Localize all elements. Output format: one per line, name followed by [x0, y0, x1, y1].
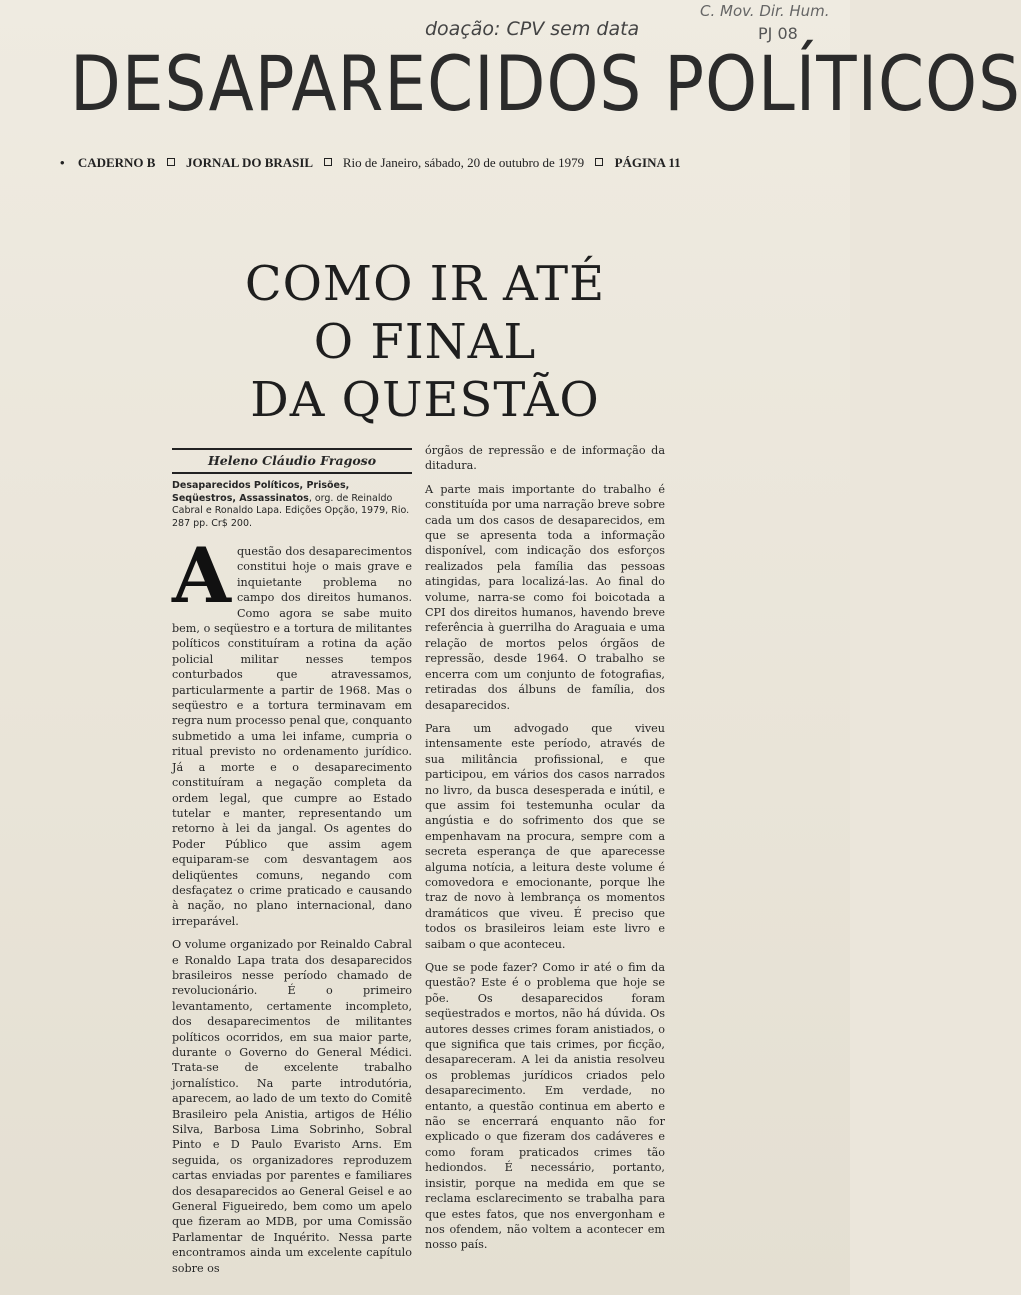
article-headline	[200, 255, 650, 429]
book-details: , org. de Reinaldo Cabral e Ronaldo Lapa. Edições Opção, 1979, Rio. 287 pp. Cr$ 200.	[172, 492, 410, 529]
paragraph	[172, 531, 412, 929]
paragraph: A parte mais importante do trabalho é constituída por uma narração breve sobre cada um dos casos de desaparecidos, em que se apresenta toda a informação disponível, com indicação dos esforços realizados pela família das pessoas atingidas, para localizá-las. Ao final do volume, narra-se como foi boicotada a CPI dos direitos humanos, havendo breve referência à guerrilha do Araguaia e uma relação de mortos pelos órgãos de repressão, desde 1964. O trabalho se encerra com um conjunto de fotografias, retiradas dos álbuns de família, dos desaparecidos.	[425, 482, 665, 712]
byline: Heleno Cláudio Fragoso	[207, 453, 377, 468]
bullet-icon: •	[60, 155, 65, 170]
handwritten-source-note: doação: CPV sem data	[425, 18, 640, 40]
article-column-1	[172, 448, 412, 1284]
paragraph: Que se pode fazer? Como ir até o fim da questão? Este é o problema que hoje se põe. Os desaparecidos foram seqüestrados e mortos, não há dúvida. Os autores desses crimes foram anistiados, o que significa que tais crimes, por ficção, desapareceram. A lei da anistia resolveu os problemas jurídicos criados pelo desaparecimento. Em verdade, no entanto, a questão continua em aberto e não se encerrará enquanto não for explicado o que fizeram dos cadáveres e como foram praticados crimes tão hediondos. É necessário, portanto, insistir, porque na medida em que se reclama esclarecimento se trabalha para que estes fatos, que nos envergonham e nos ofendem, não voltem a acontecer em nosso país.	[425, 961, 665, 1252]
paragraph-text: questão dos desaparecimentos constitui hoje o mais grave e inquietante problema no campo dos direitos humanos. Como agora se sabe muito bem, o seqüestro e a tortura de militantes políticos constituíram a rotina da ação policial militar nesses tempos conturbados que atravessamos, particularmente a partir de 1968. Mas o seqüestro e a tortura terminavam em regra num processo penal que, conquanto submetido a uma lei infame, cumpria o ritual previsto no ordenamento jurídico. Já a morte e o desaparecimento constituíram a negação completa da ordem legal, que cumpre ao Estado tutelar e manter, representando um retorno à lei da jangal. Os agentes do Poder Público que assim agem equiparam-se com desvantagem aos deliqüentes comuns, negando com desfaçatez o crime praticado e causando à nação, no plano internacional, dano irreparável.	[172, 545, 412, 928]
square-separator-icon	[167, 158, 175, 166]
headline-line-1: COMO IR ATÉ	[244, 256, 606, 312]
handwritten-title: DESAPARECIDOS POLÍTICOS	[70, 40, 1021, 129]
masthead	[60, 155, 760, 171]
square-separator-icon	[324, 158, 332, 166]
headline-line-2: O FINAL	[313, 314, 537, 370]
article-column-2	[425, 443, 665, 1261]
masthead-paper: JORNAL DO BRASIL	[185, 155, 313, 170]
masthead-section: CADERNO B	[77, 155, 156, 170]
divider	[172, 448, 412, 450]
handwritten-code-note: PJ 08	[758, 24, 798, 43]
square-separator-icon	[595, 158, 603, 166]
masthead-page: PÁGINA 11	[614, 155, 681, 170]
paragraph: órgãos de repressão e de informação da ditadura.	[425, 444, 665, 473]
drop-cap: A	[172, 531, 231, 620]
paragraph: Para um advogado que viveu intensamente este período, através de sua militância profissional, e que participou, em vários dos casos narrados no livro, da busca desesperada e inútil, e que assim foi testemunha ocular da angústia e do sofrimento dos que se empenhavam na procura, sempre com a secreta esperança de que aparecesse alguma notícia, a leitura deste volume é comovedora e emocionante, porque lhe traz de novo à lembrança os momentos dramáticos que viveu. É preciso que todos os brasileiros leiam este livro e saibam o que aconteceu.	[425, 721, 665, 951]
book-title: Desaparecidos Políticos, Prisões, Seqüestros, Assassinatos	[172, 480, 350, 504]
headline-line-3: DA QUESTÃO	[250, 372, 600, 428]
paragraph: O volume organizado por Reinaldo Cabral e Ronaldo Lapa trata dos desaparecidos brasileiros nesse período chamado de revolucionário. É o primeiro levantamento, certamente incompleto, dos desaparecimentos de militantes políticos ocorridos, em sua maior parte, durante o Governo do General Médici. Trata-se de excelente trabalho jornalístico. Na parte introdutória, aparecem, ao lado de um texto do Comitê Brasileiro pela Anistia, artigos de Hélio Silva, Barbosa Lima Sobrinho, Sobral Pinto e D Paulo Evaristo Arns. Em seguida, os organizadores reproduzem cartas enviadas por parentes e familiares dos desaparecidos ao General Geisel e ao General Figueiredo, bem como um apelo que fizeram ao MDB, por uma Comissão Parlamentar de Inquérito. Nessa parte encontramos ainda um excelente capítulo sobre os	[172, 938, 412, 1275]
masthead-place-date: Rio de Janeiro, sábado, 20 de outubro de 1979	[342, 155, 585, 170]
handwritten-corner-note: C. Mov. Dir. Hum.	[700, 2, 830, 20]
divider	[172, 472, 412, 474]
book-info	[172, 480, 412, 530]
